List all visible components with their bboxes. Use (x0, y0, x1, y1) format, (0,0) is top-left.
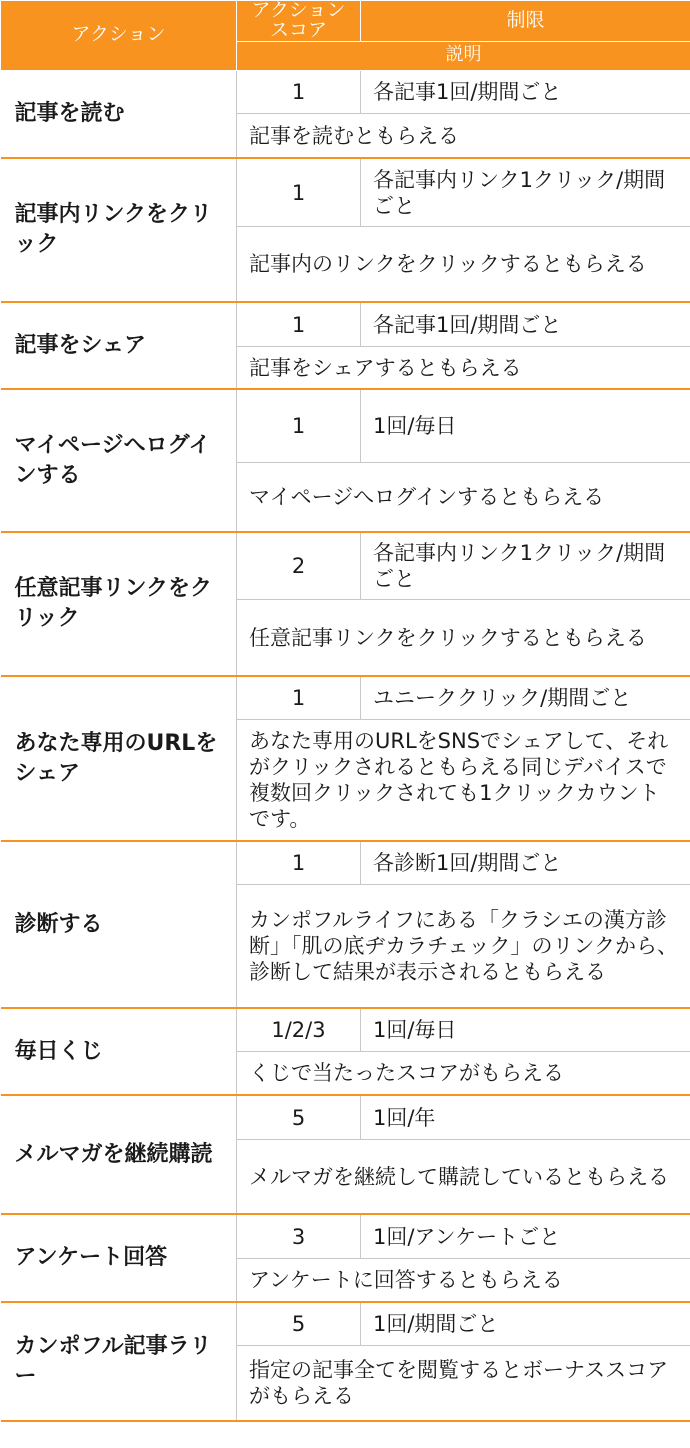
header-score (237, 1, 361, 42)
row-action: あなた専用のURLをシェア (1, 676, 237, 841)
row-action: マイページへログインする (1, 389, 237, 532)
row-action: 記事を読む (1, 70, 237, 158)
row-score: 3 (237, 1214, 361, 1258)
header-score-line1: アクション (251, 0, 346, 21)
row-score: 1 (237, 158, 361, 226)
header-limit: 制限 (361, 1, 690, 42)
row-description: 記事内のリンクをクリックするともらえる (237, 226, 690, 302)
row-action: 記事をシェア (1, 302, 237, 389)
row-description: カンポフルライフにある「クラシエの漢方診断」「肌の底ヂカラチェック」のリンクから、診断して結果が表示されるともらえる (237, 884, 690, 1008)
header-description: 説明 (237, 41, 690, 70)
row-limit: 1回/毎日 (361, 389, 690, 462)
row-action: 診断する (1, 841, 237, 1008)
row-limit: 各記事内リンク1クリック/期間ごと (361, 532, 690, 599)
row-score: 1 (237, 676, 361, 719)
row-limit: ユニーククリック/期間ごと (361, 676, 690, 719)
row-limit: 1回/アンケートごと (361, 1214, 690, 1258)
row-score: 1 (237, 841, 361, 884)
row-action: 記事内リンクをクリック (1, 158, 237, 302)
row-score: 1/2/3 (237, 1008, 361, 1051)
row-limit: 各記事内リンク1クリック/期間ごと (361, 158, 690, 226)
row-action: 毎日くじ (1, 1008, 237, 1095)
row-description: 任意記事リンクをクリックするともらえる (237, 599, 690, 676)
header-action: アクション (1, 1, 237, 71)
row-description: 記事を読むともらえる (237, 113, 690, 158)
row-action: カンポフル記事ラリー (1, 1302, 237, 1421)
row-score: 1 (237, 389, 361, 462)
row-score: 1 (237, 70, 361, 113)
row-description: アンケートに回答するともらえる (237, 1258, 690, 1302)
row-description: メルマガを継続して購読しているともらえる (237, 1139, 690, 1214)
row-description: あなた専用のURLをSNSでシェアして、それがクリックされるともらえる同じデバイスで複数回クリックされても1クリックカウントです。 (237, 719, 690, 841)
row-limit: 各記事1回/期間ごと (361, 70, 690, 113)
row-description: マイページへログインするともらえる (237, 462, 690, 532)
row-limit: 1回/年 (361, 1095, 690, 1139)
row-score: 5 (237, 1302, 361, 1345)
row-limit: 各記事1回/期間ごと (361, 302, 690, 346)
table-header (1, 1, 690, 71)
row-score: 5 (237, 1095, 361, 1139)
row-score: 2 (237, 532, 361, 599)
row-action: 任意記事リンクをクリック (1, 532, 237, 676)
row-description: 指定の記事全てを閲覧するとボーナススコアがもらえる (237, 1345, 690, 1421)
row-score: 1 (237, 302, 361, 346)
row-limit: 1回/期間ごと (361, 1302, 690, 1345)
row-limit: 各診断1回/期間ごと (361, 841, 690, 884)
row-limit: 1回/毎日 (361, 1008, 690, 1051)
header-score-line2: スコア (269, 18, 327, 41)
row-description: くじで当たったスコアがもらえる (237, 1051, 690, 1095)
row-description: 記事をシェアするともらえる (237, 346, 690, 389)
row-action: メルマガを継続購読 (1, 1095, 237, 1214)
row-action: アンケート回答 (1, 1214, 237, 1302)
